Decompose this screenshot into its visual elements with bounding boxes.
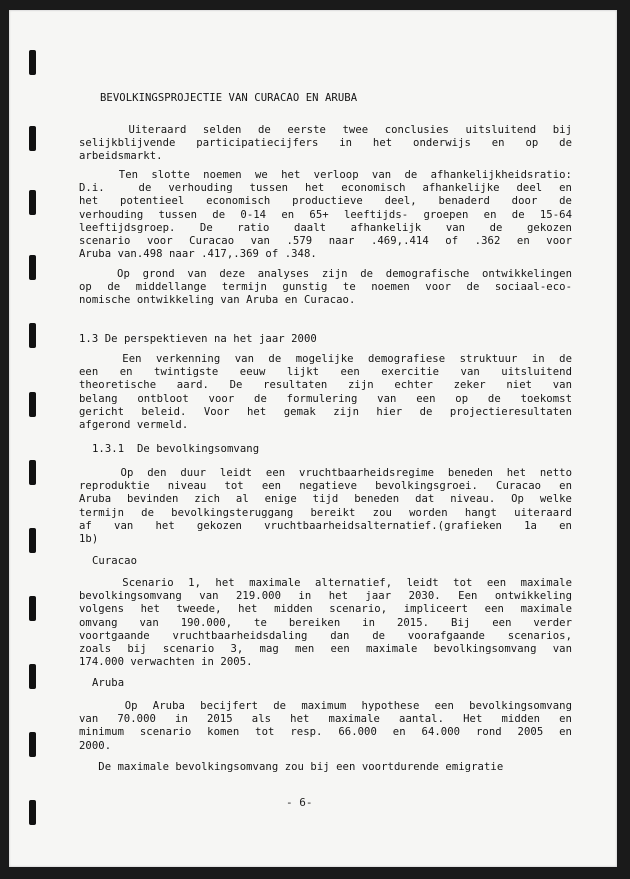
binding-hole (29, 732, 36, 757)
paragraph-6: Scenario 1, het maximale alternatief, leidt tot een maximale bevolkingsomvang van 219.000 in het jaar 2030. Een ontwikkeling volgens het tweede, het midden scenario, impliceert een maximale omvang van 190.000, te bereiken in 2015. Bij een verder voortgaande vruchtbaarheidsdaling dan de voorafgaande scenarios, zoals bij scenario 3, mag men een maximale bevolkingsomvang van 174.000 verwachten in 2005. (79, 577, 572, 669)
paragraph-4: Een verkenning van de mogelijke demografiese struktuur in de een en twintigste eeuw lijkt een exercitie van uitsluitend theoretische aard. De resultaten zijn echter zeker niet van belang ontbloot voor de formulering van een op de toekomst gericht beleid. Voor het gemak zijn hier de projectieresultaten afgerond vermeld. (79, 353, 572, 431)
paragraph-8: De maximale bevolkingsomvang zou bij een voortdurende emigratie (79, 761, 504, 773)
paragraph-3: Op grond van deze analyses zijn de demografische ontwikkelingen op de middellange termijn gunstig te noemen voor de sociaal-eco- nomische ontwikkeling van Aruba en Curacao. (79, 268, 572, 307)
subsection-heading: 1.3.1 De bevolkingsomvang (92, 443, 260, 455)
binding-hole (29, 50, 36, 75)
paragraph-1: Uiteraard selden de eerste twee conclusies uitsluitend bij selijkblijvende participatiecijfers in het onderwijs en op de arbeidsmarkt. (79, 124, 572, 163)
page-number: - 6- (286, 796, 313, 809)
aruba-heading: Aruba (92, 677, 125, 689)
paragraph-7: Op Aruba becijfert de maximum hypothese een bevolkingsomvang van 70.000 in 2015 als het maximale aantal. Het midden en minimum scenario komen tot resp. 66.000 en 64.000 rond 2005 en 2000. (79, 700, 572, 752)
binding-hole (29, 190, 36, 215)
binding-hole (29, 596, 36, 621)
binding-hole (29, 323, 36, 348)
binding-hole (29, 392, 36, 417)
binding-hole (29, 255, 36, 280)
binding-hole (29, 528, 36, 553)
paragraph-2: Ten slotte noemen we het verloop van de afhankelijkheidsratio: D.i. de verhouding tussen het economisch afhankelijke deel en het potentieel economisch productieve deel, benaderd door de verhouding tussen de 0-14 en 65+ leeftijds- groepen en de 15-64 leeftijdsgroep. De ratio daalt afhankelijk van de gekozen scenario voor Curacao van .579 naar .469,.414 of .362 en voor Aruba van.498 naar .417,.369 of .348. (79, 169, 572, 261)
document-title: BEVOLKINGSPROJECTIE VAN CURACAO EN ARUBA (100, 92, 358, 104)
binding-hole (29, 800, 36, 825)
section-heading: 1.3 De perspektieven na het jaar 2000 (79, 333, 317, 345)
paragraph-5: Op den duur leidt een vruchtbaarheidsregime beneden het netto reproduktie niveau tot een negatieve bevolkingsgroei. Curacao en Aruba bevinden zich al enige tijd beneden dat niveau. Op welke termijn de bevolkingsteruggang bereikt zou worden hangt uiteraard af van het gekozen vruchtbaarheidsalternatief.(grafieken 1a en 1b) (79, 467, 572, 545)
binding-hole (29, 460, 36, 485)
binding-hole (29, 664, 36, 689)
curacao-heading: Curacao (92, 555, 137, 567)
binding-hole (29, 126, 36, 151)
